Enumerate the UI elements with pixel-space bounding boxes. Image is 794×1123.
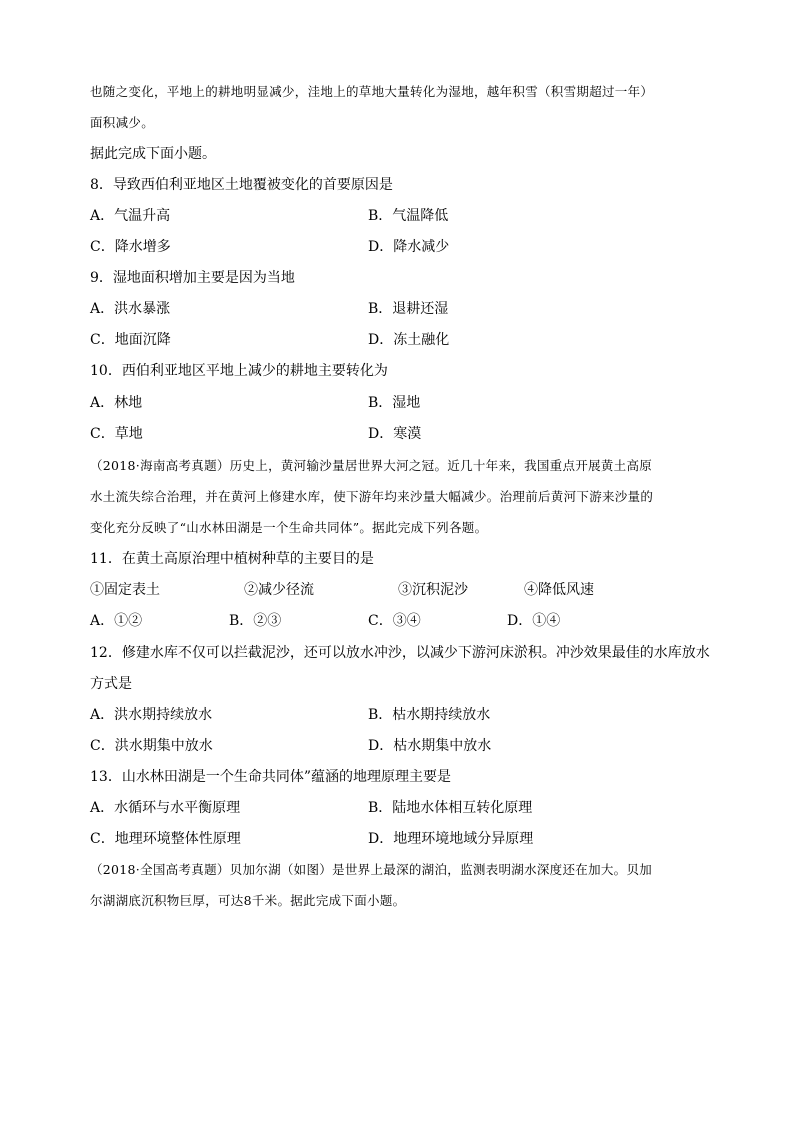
question-13-option-b: B．陆地水体相互转化原理 [368, 800, 533, 816]
passage-2-line-2: 水土流失综合治理，并在黄河上修建水库，使下游年均来沙量大幅减少。治理前后黄河下游来沙量的 [90, 489, 654, 504]
question-9-stem: 9．湿地面积增加主要是因为当地 [90, 270, 295, 286]
passage-3-line-2: 尔湖湖底沉积物巨厚，可达8千米。据此完成下面小题。 [90, 893, 406, 908]
question-13-option-c: C．地理环境整体性原理 [90, 831, 241, 847]
question-11-item-2: ②减少径流 [244, 582, 314, 598]
question-13-stem: 13．山水林田湖是一个生命共同体”蕴涵的地理原理主要是 [90, 769, 451, 785]
question-11-option-c: C．③④ [368, 613, 421, 629]
question-9-option-b: B．退耕还湿 [368, 301, 449, 317]
question-9-option-d: D．冻土融化 [368, 332, 450, 348]
question-12-option-d: D．枯水期集中放水 [368, 738, 492, 754]
question-9-option-a: A．洪水暴涨 [90, 301, 171, 317]
question-8-option-a: A．气温升高 [90, 208, 171, 224]
passage-2-line-3: 变化充分反映了“山水林田湖是一个生命共同体”。据此完成下列各题。 [90, 520, 488, 535]
question-12-option-c: C．洪水期集中放水 [90, 738, 213, 754]
question-8-option-c: C．降水增多 [90, 239, 171, 255]
question-12-stem-line-1: 12．修建水库不仅可以拦截泥沙，还可以放水冲沙，以减少下游河床淤积。冲沙效果最佳的水库放水 [90, 645, 710, 661]
question-10-option-c: C．草地 [90, 426, 143, 442]
passage-3-line-1: （2018·全国高考真题）贝加尔湖（如图）是世界上最深的湖泊，监测表明湖水深度还在加大。贝加 [90, 862, 653, 877]
question-10-stem: 10．西伯利亚地区平地上减少的耕地主要转化为 [90, 363, 388, 379]
question-8-option-d: D．降水减少 [368, 239, 450, 255]
question-13-option-a: A．水循环与水平衡原理 [90, 800, 241, 816]
question-9-option-c: C．地面沉降 [90, 332, 171, 348]
question-11-stem: 11．在黄土高原治理中植树种草的主要目的是 [90, 551, 374, 567]
question-11-option-b: B．②③ [229, 613, 282, 629]
question-11-item-3: ③沉积泥沙 [398, 582, 468, 598]
question-10-option-b: B．湿地 [368, 395, 421, 411]
passage-1-line-1: 也随之变化，平地上的耕地明显减少，洼地上的草地大量转化为湿地，越年积雪（积雪期超过一年） [90, 84, 654, 99]
question-12-stem-line-2: 方式是 [90, 676, 132, 692]
question-8-option-b: B．气温降低 [368, 208, 449, 224]
passage-2-line-1: （2018·海南高考真题）历史上，黄河输沙量居世界大河之冠。近几十年来，我国重点开展黄土高原 [90, 458, 653, 473]
question-12-option-b: B．枯水期持续放水 [368, 707, 491, 723]
question-11-item-4: ④降低风速 [524, 582, 594, 598]
passage-1-line-2: 面积减少。 [90, 115, 155, 130]
question-11-option-a: A．①② [90, 613, 143, 629]
question-10-option-a: A．林地 [90, 395, 143, 411]
question-11-option-d: D．①④ [507, 613, 561, 629]
question-8-stem: 8．导致西伯利亚地区土地覆被变化的首要原因是 [90, 177, 393, 193]
question-11-item-1: ①固定表土 [90, 582, 160, 598]
question-13-option-d: D．地理环境地域分异原理 [368, 831, 534, 847]
passage-1-instruction: 据此完成下面小题。 [90, 146, 216, 162]
question-12-option-a: A．洪水期持续放水 [90, 707, 213, 723]
question-10-option-d: D．寒漠 [368, 426, 422, 442]
